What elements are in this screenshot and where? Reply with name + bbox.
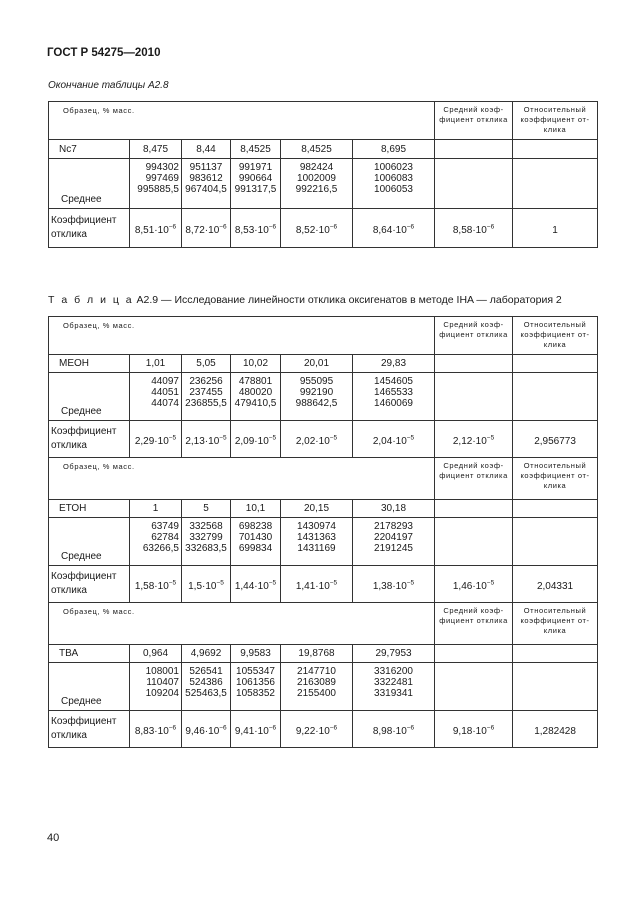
coefficient-exponent: −6 [268,223,277,231]
concentration-value: 8,695 [353,140,435,159]
area-value: 1431363 [297,532,336,543]
coefficient-value: $8,52\cdot 10^{-6}$ [281,209,353,248]
concentration-value: 29,83 [353,355,435,373]
average-label: Среднее [49,373,130,421]
empty-cell [435,518,513,566]
area-value: 2147710 [297,666,336,677]
area-value: 236855,5 [185,398,227,409]
area-value: 109204 [145,688,179,699]
avg-coef-header: Средний коэф-фициент отклика [435,603,513,645]
coefficient-value: $8,98\cdot 10^{-6}$ [353,711,435,748]
coefficient-mantissa: 9,46 [185,725,205,737]
area-value: 1465533 [374,387,413,398]
area-value: 479410,5 [234,398,277,409]
average-coefficient: $1,46\cdot 10^{-5}$ [435,566,513,603]
coefficient-mantissa: 2,04 [372,435,393,447]
coefficient-mantissa: 8,64 [372,224,393,236]
area-value: 955095 [299,376,334,387]
area-value: 701430 [238,532,273,543]
area-value: 992216,5 [295,184,338,195]
area-value: 480020 [238,387,273,398]
sample-header: Образец, % масс. [63,462,135,471]
empty-cell [435,500,513,518]
area-value: 2191245 [374,543,413,554]
coefficient-exponent: −6 [268,724,277,732]
sample-header-cell [49,102,435,140]
empty-cell [435,373,513,421]
area-value: 108001 [145,666,179,677]
coefficient-label: Коэффициент отклика [49,711,130,748]
coefficient-row [49,566,598,603]
area-values [353,518,435,566]
empty-cell [435,159,513,209]
area-value: 1454605 [374,376,413,387]
coefficient-exponent: −5 [268,579,277,587]
coefficient-value: $2,04\cdot 10^{-5}$ [353,421,435,458]
area-value: 332799 [189,532,223,543]
concentration-value: 8,44 [182,140,231,159]
average-mantissa: 1,46 [452,580,473,592]
area-value: 988642,5 [295,398,338,409]
compound-name: ТВА [49,645,130,663]
relative-coefficient: 2,956773 [513,421,598,458]
avg-coef-header: Средний коэф-фициент отклика [435,102,513,140]
area-row [49,663,598,711]
empty-cell [435,645,513,663]
area-values [231,663,281,711]
concentration-row [49,355,598,373]
average-mantissa: 9,18 [452,725,473,737]
area-value: 1061356 [236,677,275,688]
avg-coef-header: Средний коэф-фициент отклика [435,458,513,500]
empty-cell [513,645,598,663]
average-coefficient: $8,58\cdot 10^{-6}$ [435,209,513,248]
average-exponent: −5 [486,434,495,442]
header-row [49,102,598,140]
table-caption [48,294,562,306]
area-value: 525463,5 [185,688,227,699]
coefficient-value: $8,72\cdot 10^{-6}$ [182,209,231,248]
empty-cell [435,355,513,373]
area-value: 951137 [189,162,223,173]
sample-header: Образец, % масс. [63,607,135,616]
rel-coef-header: Относительный коэффициент от-клика [513,603,598,645]
concentration-value: 0,964 [130,645,182,663]
coefficient-exponent: −6 [168,223,177,231]
coefficient-mantissa: 2,02 [295,435,316,447]
area-value: 62784 [151,532,179,543]
average-mantissa: 8,58 [452,224,473,236]
coefficient-row [49,711,598,748]
concentration-value: 5,05 [182,355,231,373]
coefficient-value: $1,41\cdot 10^{-5}$ [281,566,353,603]
coefficient-value: $8,51\cdot 10^{-6}$ [130,209,182,248]
area-values [281,373,353,421]
area-value: 992190 [299,387,334,398]
area-values [130,159,182,209]
empty-cell [513,373,598,421]
area-value: 1430974 [297,521,336,532]
average-label: Среднее [49,663,130,711]
sample-header: Образец, % масс. [63,321,135,330]
header-row [49,317,598,355]
concentration-value: 19,8768 [281,645,353,663]
coefficient-mantissa: 1,38 [372,580,393,592]
area-values [353,663,435,711]
area-value: 997469 [145,173,179,184]
caption-text: А2.9 — Исследование линейности отклика оксигенатов в методе IHA — лаборатория 2 [133,294,562,306]
concentration-row [49,645,598,663]
area-value: 44074 [151,398,179,409]
coefficient-mantissa: 1,5 [188,580,203,592]
concentration-row [49,140,598,159]
relative-coefficient: 2,04331 [513,566,598,603]
area-value: 1006023 [374,162,413,173]
sample-header-cell [49,317,435,355]
relative-coefficient: 1,282428 [513,711,598,748]
area-values [182,373,231,421]
area-value: 991317,5 [234,184,277,195]
area-value: 44051 [151,387,179,398]
coefficient-value: $2,29\cdot 10^{-5}$ [130,421,182,458]
area-value: 110407 [146,677,179,688]
page-number: 40 [47,832,60,844]
area-value: 2204197 [374,532,413,543]
concentration-value: 1 [130,500,182,518]
coefficient-row [49,209,598,248]
area-value: 1431169 [297,543,336,554]
concentration-value: 10,02 [231,355,281,373]
coefficient-value: $9,41\cdot 10^{-6}$ [231,711,281,748]
average-exponent: −6 [486,223,495,231]
area-values [281,663,353,711]
empty-cell [435,663,513,711]
coefficient-exponent: −5 [216,579,224,587]
area-value: 236256 [189,376,223,387]
coefficient-value: $2,09\cdot 10^{-5}$ [231,421,281,458]
area-value: 332568 [189,521,223,532]
coefficient-value: $2,02\cdot 10^{-5}$ [281,421,353,458]
coefficient-mantissa: 8,72 [185,224,205,236]
area-values [130,518,182,566]
area-value: 1006083 [374,173,413,184]
coefficient-exponent: −5 [329,579,338,587]
area-value: 699834 [238,543,273,554]
area-value: 63266,5 [142,543,179,554]
coefficient-mantissa: 2,29 [134,435,155,447]
concentration-value: 5 [182,500,231,518]
area-value: 3316200 [374,666,413,677]
area-values [353,159,435,209]
concentration-value: 9,9583 [231,645,281,663]
coefficient-exponent: −6 [329,724,338,732]
area-value: 2178293 [374,521,413,532]
concentration-value: 8,4525 [281,140,353,159]
area-value: 3322481 [374,677,413,688]
area-values [130,373,182,421]
area-values [231,518,281,566]
coefficient-exponent: −6 [219,223,227,231]
average-label: Среднее [49,159,130,209]
coefficient-mantissa: 8,52 [295,224,316,236]
relative-coefficient: 1 [513,209,598,248]
area-value: 995885,5 [137,184,179,195]
coefficient-mantissa: 9,41 [234,725,255,737]
concentration-value: 1,01 [130,355,182,373]
table-a2-9 [48,316,598,748]
coefficient-label: Коэффициент отклика [49,421,130,458]
concentration-value: 29,7953 [353,645,435,663]
concentration-value: 10,1 [231,500,281,518]
area-value: 967404,5 [185,184,227,195]
area-values [281,518,353,566]
area-row [49,518,598,566]
coefficient-value: $9,46\cdot 10^{-6}$ [182,711,231,748]
table-continuation-label: Окончание таблицы А2.8 [48,80,169,91]
empty-cell [513,663,598,711]
area-value: 1460069 [374,398,413,409]
area-value: 3319341 [374,688,413,699]
area-row [49,159,598,209]
empty-cell [513,518,598,566]
area-values [182,518,231,566]
coefficient-exponent: −5 [406,434,415,442]
area-values [281,159,353,209]
sample-header: Образец, % масс. [63,106,135,115]
document-header: ГОСТ Р 54275—2010 [47,47,161,59]
coefficient-exponent: −6 [168,724,177,732]
area-value: 524386 [189,677,223,688]
rel-coef-header: Относительный коэффициент от-клика [513,458,598,500]
coefficient-mantissa: 8,53 [234,224,255,236]
coefficient-value: $1,44\cdot 10^{-5}$ [231,566,281,603]
coefficient-exponent: −6 [329,223,338,231]
area-value: 526541 [189,666,223,677]
coefficient-label: Коэффициент отклика [49,566,130,603]
coefficient-exponent: −5 [168,579,177,587]
empty-cell [513,500,598,518]
area-row [49,373,598,421]
concentration-value: 4,9692 [182,645,231,663]
concentration-value: 20,01 [281,355,353,373]
area-value: 237455 [189,387,223,398]
empty-cell [435,140,513,159]
area-value: 990664 [238,173,273,184]
rel-coef-header: Относительный коэффициент от-клика [513,102,598,140]
caption-prefix: Т а б л и ц а [48,294,134,306]
area-values [182,663,231,711]
coefficient-value: $1,38\cdot 10^{-5}$ [353,566,435,603]
area-value: 1006053 [374,184,413,195]
area-value: 1055347 [236,666,275,677]
area-values [182,159,231,209]
area-value: 1002009 [297,173,336,184]
area-value: 478801 [238,376,273,387]
coefficient-mantissa: 8,98 [372,725,393,737]
area-value: 44097 [151,376,179,387]
coefficient-value: $2,13\cdot 10^{-5}$ [182,421,231,458]
average-label: Среднее [49,518,130,566]
coefficient-exponent: −5 [268,434,277,442]
coefficient-exponent: −5 [406,579,415,587]
coefficient-mantissa: 2,13 [185,435,205,447]
area-values [130,663,182,711]
coefficient-mantissa: 2,09 [234,435,255,447]
area-values [353,373,435,421]
rel-coef-header: Относительный коэффициент от-клика [513,317,598,355]
coefficient-exponent: −5 [168,434,177,442]
concentration-value: 8,475 [130,140,182,159]
empty-cell [513,140,598,159]
area-value: 2163089 [297,677,336,688]
table-a2-8-end [48,101,598,248]
coefficient-exponent: −6 [406,724,415,732]
coefficient-mantissa: 8,83 [134,725,155,737]
header-row [49,603,598,645]
coefficient-value: $1,5\cdot 10^{-5}$ [182,566,231,603]
sample-header-cell [49,458,435,500]
compound-name: Nс7 [49,140,130,159]
average-exponent: −6 [486,724,495,732]
area-value: 991971 [238,162,273,173]
coefficient-mantissa: 9,22 [295,725,316,737]
area-value: 983612 [189,173,223,184]
coefficient-mantissa: 1,44 [234,580,255,592]
concentration-value: 30,18 [353,500,435,518]
coefficient-label: Коэффициент отклика [49,209,130,248]
area-value: 332683,5 [185,543,227,554]
coefficient-exponent: −6 [406,223,415,231]
coefficient-exponent: −5 [219,434,227,442]
area-value: 1058352 [236,688,275,699]
coefficient-value: $8,53\cdot 10^{-6}$ [231,209,281,248]
avg-coef-header: Средний коэф-фициент отклика [435,317,513,355]
header-row [49,458,598,500]
area-value: 982424 [299,162,334,173]
area-values [231,373,281,421]
area-values [231,159,281,209]
area-value: 2155400 [297,688,336,699]
coefficient-mantissa: 1,58 [134,580,155,592]
coefficient-mantissa: 8,51 [134,224,155,236]
coefficient-exponent: −6 [219,724,227,732]
area-value: 63749 [151,521,179,532]
empty-cell [513,159,598,209]
coefficient-value: $1,58\cdot 10^{-5}$ [130,566,182,603]
coefficient-value: $8,83\cdot 10^{-6}$ [130,711,182,748]
average-exponent: −5 [486,579,495,587]
coefficient-row [49,421,598,458]
concentration-row [49,500,598,518]
area-value: 698238 [238,521,273,532]
coefficient-value: $8,64\cdot 10^{-6}$ [353,209,435,248]
compound-name: ЕТОН [49,500,130,518]
coefficient-mantissa: 1,41 [295,580,316,592]
coefficient-exponent: −5 [329,434,338,442]
average-coefficient: $2,12\cdot 10^{-5}$ [435,421,513,458]
empty-cell [513,355,598,373]
average-coefficient: $9,18\cdot 10^{-6}$ [435,711,513,748]
concentration-value: 8,4525 [231,140,281,159]
sample-header-cell [49,603,435,645]
compound-name: МЕОН [49,355,130,373]
concentration-value: 20,15 [281,500,353,518]
coefficient-value: $9,22\cdot 10^{-6}$ [281,711,353,748]
average-mantissa: 2,12 [452,435,473,447]
area-value: 994302 [145,162,179,173]
